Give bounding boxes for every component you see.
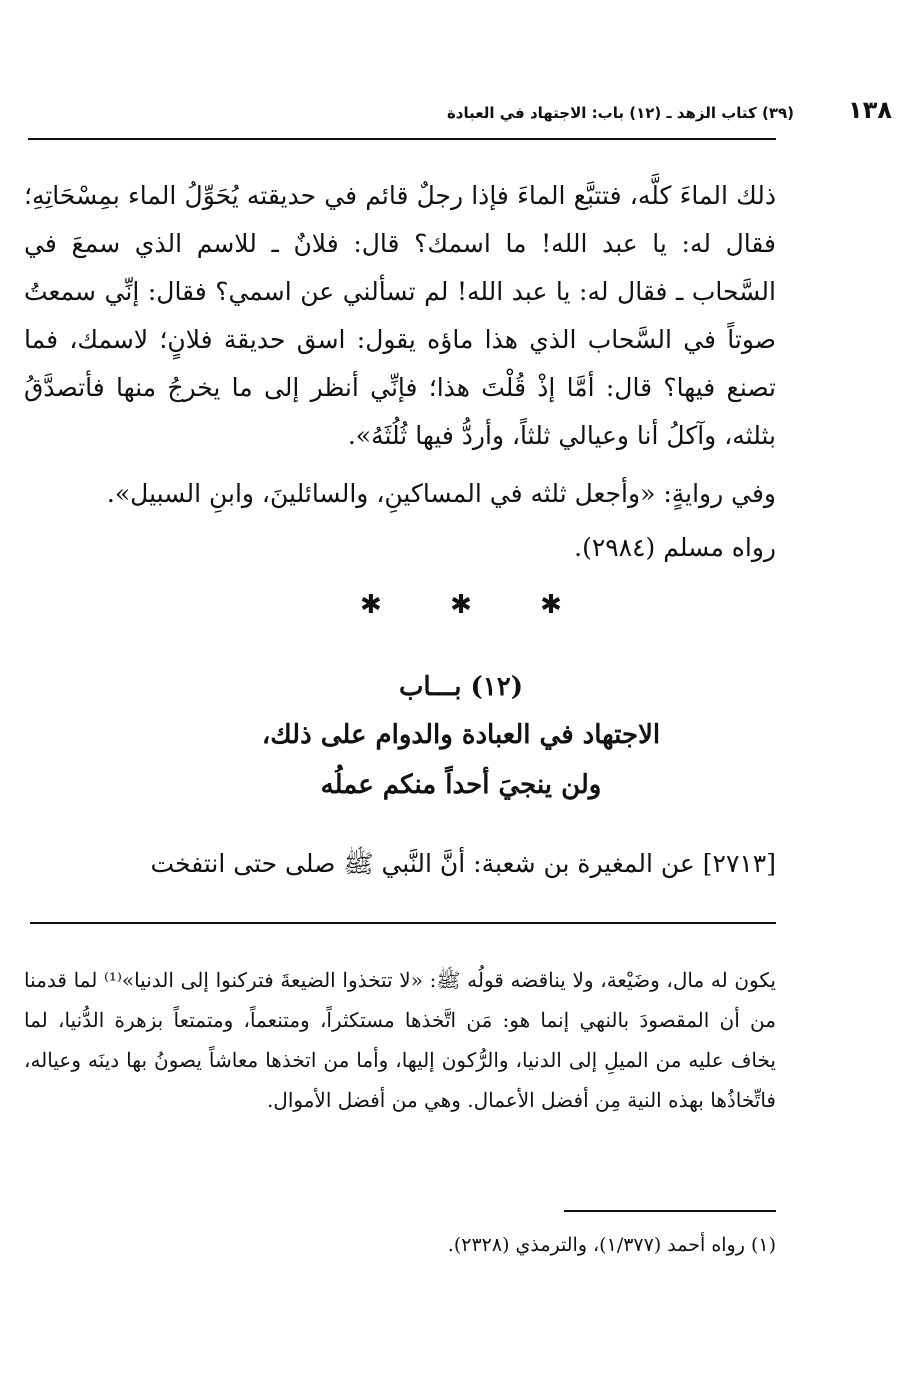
narration-variant: وفي روايةٍ: «وأجعل ثلثه في المساكينِ، والسائلينَ، وابنِ السبيل». xyxy=(106,479,776,508)
separator-star: ✱ xyxy=(360,590,382,620)
footnote: (١) رواه أحمد (١/٣٧٧)، والترمذي (٢٣٢٨). xyxy=(447,1234,776,1256)
separator-star: ✱ xyxy=(540,590,562,620)
running-head: (٣٩) كتاب الزهد ـ (١٢) باب: الاجتهاد في العبادة xyxy=(446,104,794,122)
commentary-paragraph: يكون له مال، وضَيْعة، ولا يناقضه قولُه ﷺ: «لا تتخذوا الضيعةَ فتركنوا إلى الدنيا»⁽¹⁾ لما قدمنا من أن المقصودَ بالنهي إنما هو: مَن اتَّخذها مستكثراً، ومتنعماً، ومتمتعاً بزهرة الدُّنيا، لما يخاف عليه من الميلِ إلى الدنيا، والرُّكون إليها، وأما من اتخذها معاشاً يصونُ بها دينَه وعياله، فاتِّخاذُها بهذه النية مِن أفضل الأعمال. وهي من أفضل الأموال. xyxy=(24,968,776,1112)
section-separator xyxy=(0,590,922,630)
header-rule xyxy=(28,138,776,140)
footnote-rule xyxy=(564,1210,776,1212)
hadith-text: [٢٧١٣] عن المغيرة بن شعبة: أنَّ النَّبي ﷺ صلى حتى انتفخت xyxy=(150,849,776,878)
chapter-title-line-1: الاجتهاد في العبادة والدوام على ذلك، xyxy=(261,720,661,750)
commentary xyxy=(24,960,776,1120)
chapter-title-line-2: ولن ينجيَ أحداً منكم عملُه xyxy=(320,770,602,800)
chapter-heading xyxy=(0,664,922,810)
chapter-number: (١٢) بـــاب xyxy=(398,672,524,702)
hadith-source: رواه مسلم (٢٩٨٤). xyxy=(574,533,776,562)
page-number: ١٣٨ xyxy=(848,96,892,124)
hadith-paragraph: ذلك الماءَ كلَّه، فتتبَّع الماءَ فإذا رجلٌ قائم في حديقته يُحَوِّلُ الماء بمِسْحَاتِهِ؛ فقال له: يا عبد الله! ما اسمك؟ قال: فلانٌ ـ للاسم الذي سمعَ في السَّحاب ـ فقال له: يا عبد الله! لم تسألني عن اسمي؟ فقال: إنِّي سمعتُ صوتاً في السَّحاب الذي هذا ماؤه يقول: اسق حديقة فلانٍ؛ لاسمك، فما تصنع فيها؟ قال: أمَّا إذْ قُلْتَ هذا؛ فإنِّي أنظر إلى ما يخرجُ منها فأتصدَّقُ بثلثه، وآكلُ أنا وعيالي ثلثاً، وأردُّ فيها ثُلُثَهُ». xyxy=(24,181,777,450)
separator-star: ✱ xyxy=(450,590,472,620)
page-header xyxy=(28,96,892,136)
body-rule xyxy=(30,922,776,924)
main-text xyxy=(24,172,776,572)
